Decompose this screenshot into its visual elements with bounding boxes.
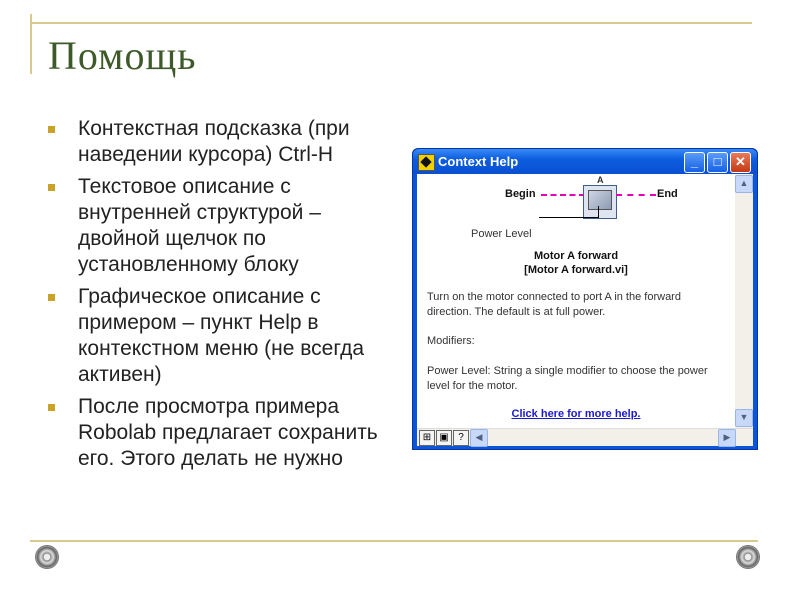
bullet-square-icon — [48, 184, 55, 191]
scroll-right-icon[interactable]: ▶ — [718, 429, 736, 447]
power-wire-vertical — [598, 206, 599, 217]
context-help-window — [412, 148, 758, 450]
bullet-square-icon — [48, 404, 55, 411]
block-diagram-icon[interactable]: ▣ — [436, 430, 452, 446]
bottom-rule — [30, 540, 758, 542]
app-icon — [418, 154, 435, 171]
bullet-item — [46, 284, 396, 388]
bullet-square-icon — [48, 294, 55, 301]
top-rule — [30, 22, 752, 24]
modifier-description: Power Level: String a single modifier to choose the power level for the motor. — [427, 365, 708, 392]
bullet-text: Графическое описание с примером – пункт Help в контекстном меню (не всегда активен) — [78, 285, 365, 386]
block-port-letter: A — [597, 175, 604, 185]
scroll-down-icon[interactable]: ▼ — [735, 409, 753, 427]
bullet-list — [46, 116, 396, 478]
bullet-item — [46, 174, 396, 278]
more-help-link[interactable]: Click here for more help. — [511, 408, 641, 420]
window-client-area — [417, 174, 753, 445]
bullet-text: После просмотра примера Robolab предлагает сохранить его. Этого делать не нужно — [78, 395, 378, 470]
end-wire — [616, 194, 656, 196]
scroll-left-icon[interactable]: ◀ — [470, 429, 488, 447]
bullet-item — [46, 394, 396, 472]
slide-title: Помощь — [48, 33, 197, 78]
close-button[interactable]: ✕ — [730, 152, 751, 173]
modifiers-heading: Modifiers: — [427, 335, 475, 347]
bullet-square-icon — [48, 126, 55, 133]
minimize-button[interactable]: _ — [684, 152, 705, 173]
end-label: End — [657, 188, 678, 200]
bullet-text: Текстовое описание с внутренней структурой – двойной щелчок по установленному блоку — [78, 175, 321, 276]
begin-wire — [541, 194, 585, 196]
maximize-button[interactable]: □ — [707, 152, 728, 173]
window-titlebar[interactable] — [413, 149, 757, 174]
help-question-button[interactable]: ? — [453, 430, 469, 446]
begin-label: Begin — [505, 188, 536, 200]
ornament-icon — [36, 546, 58, 568]
vertical-scrollbar[interactable] — [735, 174, 753, 428]
vi-filename: [Motor A forward.vi] — [524, 264, 628, 276]
bullet-item — [46, 116, 396, 168]
power-level-label: Power Level — [471, 228, 532, 240]
window-title: Context Help — [438, 154, 519, 169]
help-content — [417, 174, 735, 428]
motor-block-icon — [583, 185, 617, 219]
lock-icon[interactable]: ⊞ — [419, 430, 435, 446]
ornament-icon — [737, 546, 759, 568]
left-rule — [30, 14, 32, 74]
description-text: Turn on the motor connected to port A in the forward direction. The default is at full power. — [427, 291, 681, 318]
bullet-text: Контекстная подсказка (при наведении курсора) Ctrl-H — [78, 117, 350, 166]
power-wire — [539, 217, 599, 218]
bottom-toolbar — [417, 428, 753, 446]
vi-name: Motor A forward — [533, 250, 619, 262]
scroll-up-icon[interactable]: ▲ — [735, 175, 753, 193]
